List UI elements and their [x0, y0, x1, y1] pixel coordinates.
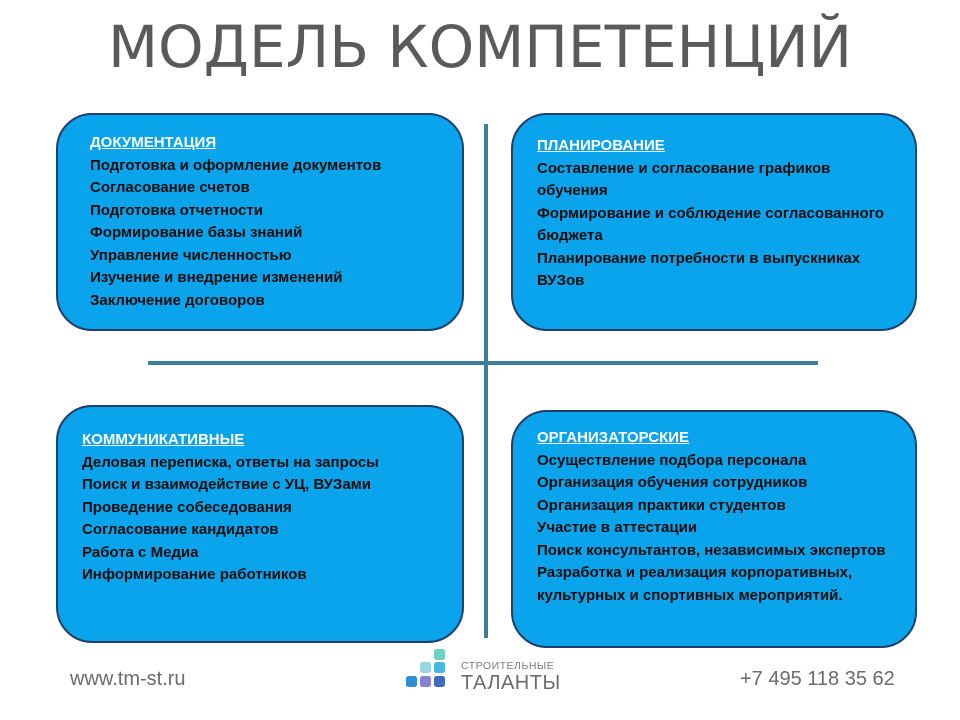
list-item: Организация обучения сотрудников	[537, 474, 808, 491]
card-documentation	[56, 113, 464, 331]
vertical-divider	[484, 124, 488, 638]
website-link[interactable]: www.tm-st.ru	[70, 668, 186, 690]
list-item: Согласование счетов	[90, 179, 250, 196]
list-item: Поиск и взаимодействие с УЦ, ВУЗами	[82, 476, 371, 493]
card-communicative	[56, 405, 464, 643]
list-item: Согласование кандидатов	[82, 521, 279, 538]
page-title: МОДЕЛЬ КОМПЕТЕНЦИЙ	[107, 13, 853, 81]
list-item: Заключение договоров	[90, 291, 265, 309]
card-heading: ДОКУМЕНТАЦИЯ	[90, 134, 217, 151]
list-item: Подготовка отчетности	[90, 201, 263, 219]
list-item: Поиск консультантов, независимых экспертов	[537, 541, 886, 559]
card-organizational	[511, 410, 917, 648]
list-item: Подготовка и оформление документов	[90, 156, 382, 174]
list-item: Участие в аттестации	[537, 519, 698, 536]
competency-list	[90, 155, 462, 313]
card-heading: ПЛАНИРОВАНИЕ	[537, 137, 665, 154]
list-item: Управление численностью	[90, 246, 292, 264]
logo-text-bottom: ТАЛАНТЫ	[461, 672, 561, 694]
list-item: Организация практики студентов	[537, 496, 786, 514]
squares-logo-icon	[404, 648, 450, 694]
list-item: Осуществление подбора персонала	[537, 451, 807, 469]
phone-number[interactable]: +7 495 118 35 62	[740, 668, 895, 690]
list-item: Работа с Медиа	[82, 543, 199, 561]
list-item: Формирование базы знаний	[90, 224, 303, 241]
list-item: Деловая переписка, ответы на запросы	[82, 453, 379, 471]
logo-text-top: СТРОИТЕЛЬНЫЕ	[461, 660, 555, 672]
competency-list	[537, 450, 915, 608]
card-heading: КОММУНИКАТИВНЫЕ	[82, 431, 245, 448]
list-item: Изучение и внедрение изменений	[90, 269, 343, 286]
competency-list	[82, 452, 462, 587]
card-heading: ОРГАНИЗАТОРСКИЕ	[537, 429, 690, 446]
horizontal-divider	[148, 361, 818, 365]
company-logo	[404, 648, 574, 696]
list-item: Информирование работников	[82, 566, 307, 583]
list-item: Планирование потребности в выпускниках ВУЗов	[537, 249, 861, 289]
list-item: Разработка и реализация корпоративных, культурных и спортивных мероприятий.	[537, 564, 853, 604]
competency-list	[537, 158, 915, 293]
list-item: Формирование и соблюдение согласованного бюджета	[537, 204, 884, 244]
list-item: Проведение собеседования	[82, 498, 292, 516]
card-planning	[511, 113, 917, 331]
list-item: Составление и согласование графиков обучения	[537, 159, 831, 199]
